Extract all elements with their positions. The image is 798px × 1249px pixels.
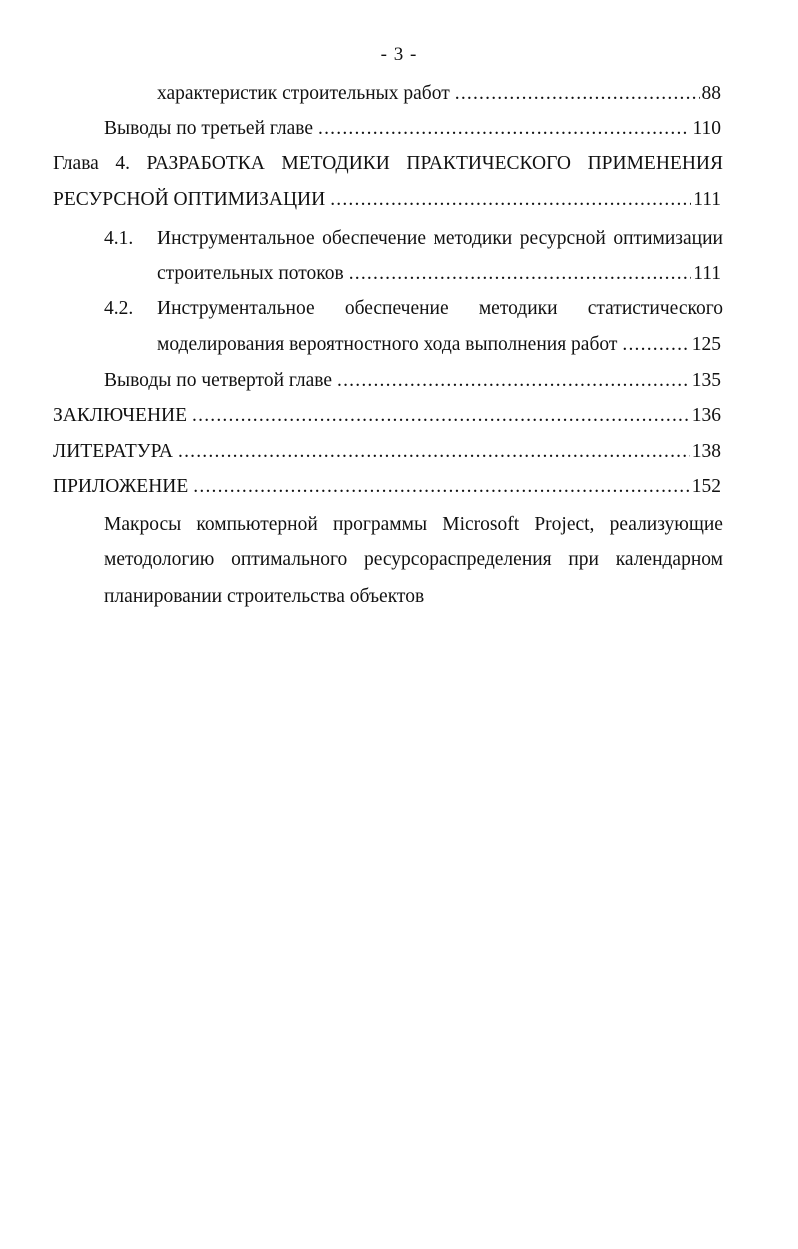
page-number: - 3 -: [380, 44, 418, 65]
toc-entry-text: Выводы по четвертой главе: [104, 370, 333, 391]
desc-word: Макросы: [104, 514, 182, 535]
title-word: Инструментальное: [157, 298, 315, 319]
desc-word: оптимального: [231, 549, 348, 570]
title-word: ресурсной: [519, 228, 606, 249]
toc-entry: [104, 369, 721, 393]
toc-page-number: 136: [691, 405, 721, 426]
title-word: Инструментальное: [157, 228, 315, 249]
heading-word: Глава: [53, 153, 99, 174]
toc-entry-text: ЗАКЛЮЧЕНИЕ: [53, 405, 188, 426]
title-word: обеспечение: [322, 228, 426, 249]
desc-word: реализующие: [609, 514, 723, 535]
section-title: [157, 297, 723, 321]
appendix-description: [104, 513, 723, 537]
dot-leader: [318, 117, 690, 141]
dot-leader: [330, 188, 691, 212]
toc-entry: [157, 262, 721, 286]
appendix-description: [104, 548, 723, 572]
toc-page-number: 152: [691, 476, 721, 497]
toc-page-number: 138: [691, 441, 721, 462]
title-word: статистического: [587, 298, 723, 319]
toc-entry-text: моделирования вероятностного хода выполнения работ: [157, 334, 618, 355]
title-word: методики: [478, 298, 558, 319]
heading-word: РАЗРАБОТКА: [146, 153, 265, 174]
toc-entry-text: Выводы по третьей главе: [104, 118, 314, 139]
chapter-heading: [53, 152, 723, 176]
title-word: обеспечение: [344, 298, 449, 319]
toc-page-number: 111: [693, 263, 721, 284]
desc-word: методологию: [104, 549, 215, 570]
dot-leader: [178, 440, 690, 464]
toc-entry: [53, 440, 721, 464]
toc-page-number: 111: [693, 189, 721, 210]
desc-word: при: [568, 549, 599, 570]
desc-word: Microsoft: [442, 514, 520, 535]
desc-word: компьютерной: [196, 514, 318, 535]
heading-word: ПРИМЕНЕНИЯ: [587, 153, 723, 174]
toc-entry: [53, 404, 721, 428]
toc-entry: [157, 333, 721, 357]
title-word: методики: [433, 228, 513, 249]
section-title: [157, 227, 723, 251]
toc-entry: [53, 475, 721, 499]
toc-entry-text: строительных потоков: [157, 263, 344, 284]
toc-entry: [157, 82, 721, 106]
toc-page-number: 135: [691, 370, 721, 391]
toc-entry: [104, 117, 721, 141]
dot-leader: [192, 404, 690, 428]
appendix-description-last-line: планировании строительства объектов: [104, 586, 425, 607]
desc-word: ресурсораспределения: [364, 549, 552, 570]
desc-word: календарном: [615, 549, 723, 570]
section-number: 4.2.: [104, 298, 134, 319]
toc-entry: [53, 188, 721, 212]
toc-entry-text: ЛИТЕРАТУРА: [53, 441, 173, 462]
toc-page-number: 110: [692, 118, 721, 139]
heading-word: 4.: [115, 153, 130, 174]
desc-word: Project,: [534, 514, 595, 535]
dot-leader: [349, 262, 691, 286]
dot-leader: [622, 333, 689, 357]
toc-page-number: 125: [691, 334, 721, 355]
desc-word: программы: [332, 514, 428, 535]
toc-entry-text: ПРИЛОЖЕНИЕ: [53, 476, 189, 497]
dot-leader: [193, 475, 689, 499]
title-word: оптимизации: [613, 228, 723, 249]
heading-word: ПРАКТИЧЕСКОГО: [406, 153, 572, 174]
dot-leader: [337, 369, 690, 393]
section-number: 4.1.: [104, 228, 134, 249]
toc-entry-text: характеристик строительных работ: [157, 83, 450, 104]
toc-page-number: 88: [701, 83, 721, 104]
heading-word: МЕТОДИКИ: [281, 153, 390, 174]
toc-entry-text: РЕСУРСНОЙ ОПТИМИЗАЦИИ: [53, 189, 326, 210]
dot-leader: [455, 82, 700, 106]
